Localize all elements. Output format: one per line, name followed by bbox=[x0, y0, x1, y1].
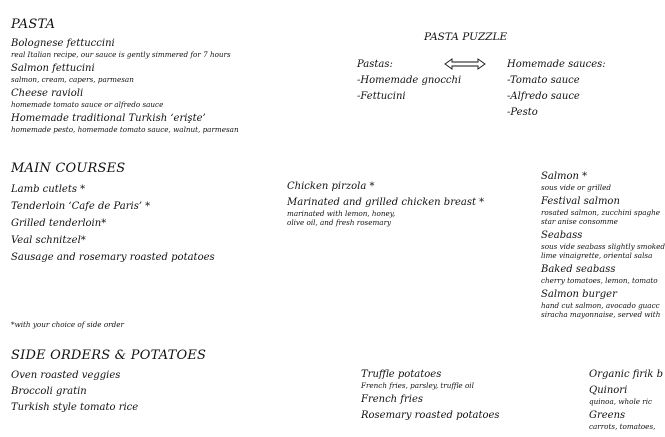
side-item: Turkish style tomato rice bbox=[11, 402, 139, 413]
side-item: Oven roasted veggies bbox=[11, 370, 121, 381]
main-item: Tenderloin ‘Cafe de Paris’ * bbox=[11, 201, 151, 212]
puzzle-sauce-option: -Alfredo sauce bbox=[507, 91, 580, 102]
main-item: Sausage and rosemary roasted potatoes bbox=[11, 252, 215, 263]
pasta-item-desc: homemade pesto, homemade tomato sauce, walnut, parmesan bbox=[11, 125, 239, 134]
sides-col3 bbox=[589, 369, 663, 431]
main-item-desc: hand cut salmon, avocado guacc siracha mayonnaise, served with bbox=[541, 301, 661, 319]
main-col2 bbox=[287, 181, 484, 227]
side-item-desc: quinoa, whole ric bbox=[589, 397, 653, 406]
side-item-name: Organic firik b bbox=[589, 369, 664, 380]
main-item-name: Salmon burger bbox=[541, 289, 617, 300]
side-item-name: Quinori bbox=[589, 385, 628, 396]
pasta-item bbox=[11, 38, 239, 59]
pasta-item bbox=[11, 88, 239, 109]
main-item-desc: sous vide or grilled bbox=[541, 183, 611, 192]
side-item-desc: carrots, tomatoes, bbox=[589, 422, 656, 431]
pasta-item-name: Cheese ravioli bbox=[11, 88, 84, 99]
pasta-item-name: Salmon fettucini bbox=[11, 63, 95, 74]
puzzle-pasta-option: -Homemade gnocchi bbox=[357, 75, 462, 86]
main-item-name: Salmon * bbox=[541, 171, 588, 182]
pasta-heading: PASTA bbox=[11, 17, 56, 32]
pasta-item-name: Homemade traditional Turkish ‘erişte’ bbox=[11, 113, 206, 124]
puzzle-pasta-option: -Fettucini bbox=[357, 91, 406, 102]
sides-col2 bbox=[361, 369, 500, 422]
puzzle-sauces bbox=[507, 57, 606, 121]
pasta-item bbox=[11, 63, 239, 84]
main-item-desc: rosated salmon, zucchini spaghe star anise consomme bbox=[541, 208, 661, 226]
main-item-name: Chicken pirzola * bbox=[287, 181, 375, 192]
main-item-desc: sous vide seabass slightly smoked lime vinaigrette, oriental salsa bbox=[541, 242, 665, 260]
main-item-name: Baked seabass bbox=[541, 264, 616, 275]
side-order-note: *with your choice of side order bbox=[11, 320, 124, 329]
main-item-desc: cherry tomatoes, lemon, tomato bbox=[541, 276, 658, 285]
side-item: Broccoli gratin bbox=[11, 386, 87, 397]
puzzle-sauce-option: -Pesto bbox=[507, 107, 538, 118]
main-col1 bbox=[11, 181, 215, 266]
pasta-item-desc: homemade tomato sauce or alfredo sauce bbox=[11, 100, 164, 109]
main-item-name: Festival salmon bbox=[541, 196, 620, 207]
side-item-name: French fries bbox=[361, 394, 424, 405]
pasta-list bbox=[11, 38, 239, 134]
main-item-name: Marinated and grilled chicken breast * bbox=[287, 197, 485, 208]
double-arrow-icon bbox=[444, 57, 486, 71]
pasta-item-name: Bolognese fettuccini bbox=[11, 38, 115, 49]
main-courses-heading: MAIN COURSES bbox=[11, 161, 126, 176]
pasta-item-desc: salmon, cream, capers, parmesan bbox=[11, 75, 134, 84]
main-item-desc: marinated with lemon, honey, olive oil, and fresh rosemary bbox=[287, 209, 396, 227]
main-col3 bbox=[541, 171, 665, 319]
pasta-puzzle-title: PASTA PUZZLE bbox=[424, 31, 508, 43]
side-item-name: Truffle potatoes bbox=[361, 369, 442, 380]
pasta-item bbox=[11, 113, 239, 134]
puzzle-sauces-label: Homemade sauces: bbox=[507, 59, 606, 70]
puzzle-sauce-option: -Tomato sauce bbox=[507, 75, 580, 86]
side-item-name: Greens bbox=[589, 410, 626, 421]
main-item-name: Seabass bbox=[541, 230, 583, 241]
puzzle-pastas-label: Pastas: bbox=[357, 59, 393, 70]
main-item: Veal schnitzel* bbox=[11, 235, 86, 246]
side-orders-heading: SIDE ORDERS & POTATOES bbox=[11, 348, 207, 363]
pasta-item-desc: real Italian recipe, our sauce is gently simmered for 7 hours bbox=[11, 50, 231, 59]
main-item: Grilled tenderloin* bbox=[11, 218, 107, 229]
sides-col1 bbox=[11, 368, 138, 416]
side-item-desc: French fries, parsley, truffle oil bbox=[361, 381, 474, 390]
main-item: Lamb cutlets * bbox=[11, 184, 86, 195]
side-item-name: Rosemary roasted potatoes bbox=[361, 410, 500, 421]
